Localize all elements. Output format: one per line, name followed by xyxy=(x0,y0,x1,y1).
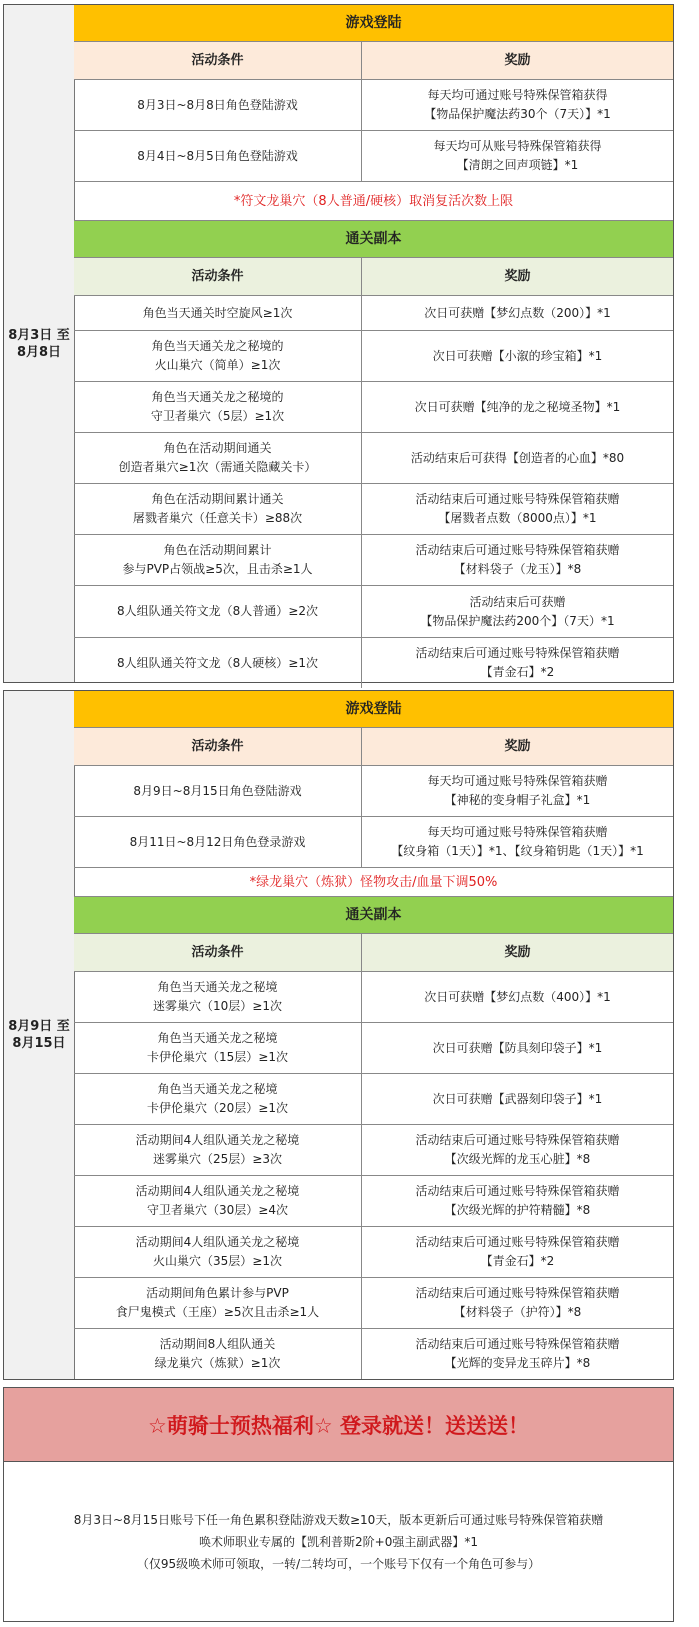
condition-cell: 角色当天通关龙之秘境的 火山巢穴（简单）≥1次 xyxy=(74,331,362,381)
promo-detail-line: 唤术师职业专属的【凯利普斯2阶+0强主副武器】*1 xyxy=(199,1534,478,1549)
column-header-reward: 奖励 xyxy=(362,258,673,295)
promo-banner xyxy=(3,1387,674,1462)
condition-cell: 8月3日~8月8日角色登陆游戏 xyxy=(74,80,362,130)
event-panel-1 xyxy=(3,4,674,683)
section-title: 通关副本 xyxy=(74,897,673,933)
table-row xyxy=(74,80,673,131)
event-grid-1 xyxy=(74,5,673,688)
table-header-row xyxy=(74,934,673,972)
reward-cell: 次日可获赠【防具刻印袋子】*1 xyxy=(432,1040,603,1055)
column-header-condition: 活动条件 xyxy=(74,42,362,79)
table-row xyxy=(74,296,673,331)
reward-cell: 次日可获赠【梦幻点数（200）】*1 xyxy=(424,305,611,320)
column-header-reward: 奖励 xyxy=(362,42,673,79)
section-title: 游戏登陆 xyxy=(74,691,673,727)
table-row xyxy=(74,131,673,182)
reward-cell: 活动结束后可通过账号特殊保管箱获赠 【次级光辉的护符精髓】*8 xyxy=(415,1184,620,1217)
note-text: *绿龙巢穴（炼狱）怪物攻击/血量下调50% xyxy=(249,874,498,890)
reward-cell: 每天均可从账号特殊保管箱获得 【清朗之回声项链】*1 xyxy=(433,139,602,172)
promo-detail-line: 8月3日~8月15日账号下任一角色累积登陆游戏天数≥10天，版本更新后可通过账号特殊保管箱获赠 xyxy=(73,1512,604,1527)
table-header-row xyxy=(74,258,673,296)
table-row xyxy=(74,638,673,688)
condition-cell: 角色当天通关龙之秘境 卡伊伦巢穴（15层）≥1次 xyxy=(74,1023,362,1073)
reward-cell: 次日可获赠【梦幻点数（400）】*1 xyxy=(424,989,611,1004)
reward-cell: 次日可获赠【纯净的龙之秘境圣物】*1 xyxy=(414,399,621,414)
reward-cell: 次日可获赠【小溆的珍宝箱】*1 xyxy=(432,348,603,363)
column-header-condition: 活动条件 xyxy=(74,934,362,971)
table-row xyxy=(74,1176,673,1227)
table-row xyxy=(74,586,673,638)
login-title-row xyxy=(74,5,673,42)
reward-cell: 次日可获赠【武器刻印袋子】*1 xyxy=(432,1091,603,1106)
table-row xyxy=(74,972,673,1023)
dungeon-title-row xyxy=(74,897,673,934)
reward-cell: 每天均可通过账号特殊保管箱获赠 【纹身箱（1天）】*1、【纹身箱钥匙（1天）】*1 xyxy=(391,825,644,858)
column-header-reward: 奖励 xyxy=(362,728,673,765)
promo-details xyxy=(3,1462,674,1622)
section-title: 通关副本 xyxy=(74,221,673,257)
dungeon-title-row xyxy=(74,221,673,258)
table-row xyxy=(74,535,673,586)
reward-cell: 活动结束后可通过账号特殊保管箱获赠 【材料袋子（护符）】*8 xyxy=(415,1286,620,1319)
event-panel-2 xyxy=(3,690,674,1380)
note-row xyxy=(74,182,673,221)
table-row xyxy=(74,484,673,535)
condition-cell: 8人组队通关符文龙（8人普通）≥2次 xyxy=(74,586,362,637)
reward-cell: 活动结束后可通过账号特殊保管箱获赠 【光辉的变异龙玉碎片】*8 xyxy=(415,1337,620,1370)
section-title: 游戏登陆 xyxy=(74,5,673,41)
reward-cell: 每天均可通过账号特殊保管箱获赠 【神秘的变身帽子礼盒】*1 xyxy=(427,774,608,807)
promo-detail-line: （仅95级唤术师可领取，一转/二转均可，一个账号下仅有一个角色可参与） xyxy=(136,1556,541,1571)
condition-cell: 角色当天通关龙之秘境 迷雾巢穴（10层）≥1次 xyxy=(74,972,362,1022)
column-header-condition: 活动条件 xyxy=(74,258,362,295)
column-header-condition: 活动条件 xyxy=(74,728,362,765)
table-row xyxy=(74,1125,673,1176)
table-row xyxy=(74,766,673,817)
condition-cell: 活动期间4人组队通关龙之秘境 迷雾巢穴（25层）≥3次 xyxy=(74,1125,362,1175)
reward-cell: 活动结束后可通过账号特殊保管箱获赠 【屠戮者点数（8000点）】*1 xyxy=(415,492,620,525)
table-row xyxy=(74,382,673,433)
table-row xyxy=(74,1278,673,1329)
reward-cell: 活动结束后可获赠 【物品保护魔法药200个】（7天）*1 xyxy=(420,594,615,628)
table-row xyxy=(74,1329,673,1379)
date-range-label: 8月9日 至 8月15日 xyxy=(4,691,75,1379)
table-header-row xyxy=(74,728,673,766)
table-row xyxy=(74,331,673,382)
condition-cell: 角色当天通关时空旋风≥1次 xyxy=(74,296,362,330)
reward-cell: 活动结束后可通过账号特殊保管箱获赠 【青金石】*2 xyxy=(415,646,620,679)
condition-cell: 角色在活动期间通关 创造者巢穴≥1次（需通关隐藏关卡） xyxy=(74,433,362,483)
condition-cell: 活动期间4人组队通关龙之秘境 守卫者巢穴（30层）≥4次 xyxy=(74,1176,362,1226)
condition-cell: 8月11日~8月12日角色登录游戏 xyxy=(74,817,362,867)
condition-cell: 8月9日~8月15日角色登陆游戏 xyxy=(74,766,362,816)
table-row xyxy=(74,1074,673,1125)
table-row xyxy=(74,1227,673,1278)
reward-cell: 每天均可通过账号特殊保管箱获得 【物品保护魔法药30个（7天）】*1 xyxy=(424,88,611,121)
condition-cell: 角色当天通关龙之秘境 卡伊伦巢穴（20层）≥1次 xyxy=(74,1074,362,1124)
reward-cell: 活动结束后可通过账号特殊保管箱获赠 【次级光辉的龙玉心脏】*8 xyxy=(415,1133,620,1166)
table-row xyxy=(74,433,673,484)
column-header-reward: 奖励 xyxy=(362,934,673,971)
condition-cell: 角色在活动期间累计 参与PVP占领战≥5次，且击杀≥1人 xyxy=(74,535,362,585)
date-range-label: 8月3日 至 8月8日 xyxy=(4,5,75,682)
note-row xyxy=(74,868,673,897)
table-row xyxy=(74,817,673,868)
condition-cell: 8月4日~8月5日角色登陆游戏 xyxy=(74,131,362,181)
condition-cell: 活动期间角色累计参与PVP 食尸鬼模式（王座）≥5次且击杀≥1人 xyxy=(74,1278,362,1328)
promo-banner-text: ☆萌骑士预热福利☆ 登录就送！送送送！ xyxy=(148,1413,529,1438)
reward-cell: 活动结束后可获得【创造者的心血】*80 xyxy=(410,450,625,465)
event-grid-2 xyxy=(74,691,673,1379)
condition-cell: 活动期间4人组队通关龙之秘境 火山巢穴（35层）≥1次 xyxy=(74,1227,362,1277)
condition-cell: 活动期间8人组队通关 绿龙巢穴（炼狱）≥1次 xyxy=(74,1329,362,1379)
table-row xyxy=(74,1023,673,1074)
reward-cell: 活动结束后可通过账号特殊保管箱获赠 【青金石】*2 xyxy=(415,1235,620,1268)
condition-cell: 8人组队通关符文龙（8人硬核）≥1次 xyxy=(74,638,362,688)
login-title-row xyxy=(74,691,673,728)
reward-cell: 活动结束后可通过账号特殊保管箱获赠 【材料袋子（龙玉）】*8 xyxy=(415,543,620,576)
note-text: *符文龙巢穴（8人普通/硬核）取消复活次数上限 xyxy=(233,193,514,209)
condition-cell: 角色当天通关龙之秘境的 守卫者巢穴（5层）≥1次 xyxy=(74,382,362,432)
table-header-row xyxy=(74,42,673,80)
condition-cell: 角色在活动期间累计通关 屠戮者巢穴（任意关卡）≥88次 xyxy=(74,484,362,534)
